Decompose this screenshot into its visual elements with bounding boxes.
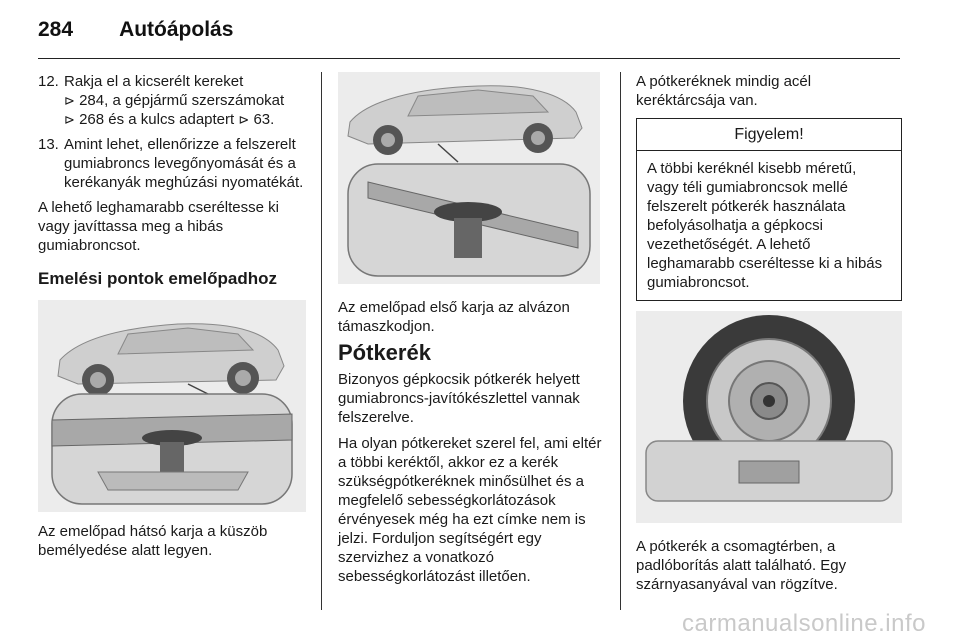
column-1 <box>38 72 306 567</box>
page-ref-arrow-icon[interactable]: ⊳ <box>64 112 75 127</box>
list-number: 12. <box>38 73 59 90</box>
column-3 <box>636 72 902 601</box>
page-number: 284 <box>38 18 74 41</box>
watermark: carmanualsonline.info <box>682 610 926 637</box>
page-ref-arrow-icon[interactable]: ⊳ <box>64 93 75 108</box>
column-2 <box>338 72 606 593</box>
text-fragment: 284, a gépjármű szerszámokat <box>79 92 285 109</box>
figure-caption: Az emelőpad hátsó karja a küszöb bemélyedése alatt legyen. <box>38 523 268 559</box>
text-fragment: 63. <box>253 111 275 128</box>
warning-text: A többi keréknél kisebb méretű, vagy téli gumiabroncsok mellé felszerelt pótkerék használata befolyásolhatja a gépkocsi vezethetőségét. A lehető leghamarabb cseréltesse ki a hibás gumiabroncsot. <box>647 160 883 291</box>
figure-caption: Az emelőpad első karja az alvázon támaszkodjon. <box>338 299 570 335</box>
section-heading: Emelési pontok emelőpadhoz <box>38 269 277 288</box>
spare-wheel-illustration <box>636 311 902 523</box>
warning-box <box>636 118 902 301</box>
car-lift-rear-icon <box>38 300 306 512</box>
paragraph: A pótkeréknek mindig acél keréktárcsája van. <box>636 73 812 109</box>
page-header <box>38 18 233 42</box>
section-heading: Pótkerék <box>338 340 431 365</box>
header-rule <box>38 58 900 59</box>
front-lift-point-illustration <box>338 72 600 284</box>
car-lift-front-icon <box>338 72 600 284</box>
column-divider-2 <box>620 72 621 610</box>
rear-lift-point-illustration <box>38 300 306 512</box>
paragraph: Bizonyos gépkocsik pótkerék helyett gumiabroncs-javítókészlettel vannak felszerelve. <box>338 371 580 426</box>
page-ref-arrow-icon[interactable]: ⊳ <box>238 112 250 127</box>
paragraph: Ha olyan pótkereket szerel fel, ami eltér a többi keréktől, akkor ez a kerék szükségpótkeréknek minősülhet és a megfelelő sebességkorlátozások érvényesek még ha ezt címke nem is jelzi. Forduljon segítségért egy szervizhez a vonatkozó sebességkorlátozást illetően. <box>338 435 602 585</box>
text-fragment: Rakja el a kicserélt kereket <box>64 73 244 90</box>
warning-title: Figyelem! <box>637 119 901 151</box>
paragraph: A lehető leghamarabb cseréltesse ki vagy javíttassa meg a hibás gumiabroncsot. <box>38 199 279 254</box>
spare-wheel-icon <box>636 311 902 523</box>
list-number: 13. <box>38 136 59 153</box>
figure-caption: A pótkerék a csomagtérben, a padlóborítás alatt található. Egy szárnyasanyával van rögzítve. <box>636 538 847 593</box>
list-text: Amint lehet, ellenőrizze a felszerelt gumiabroncs levegőnyomását és a kerékanyák meghúzási nyomatékát. <box>64 136 304 191</box>
text-fragment: 268 és a kulcs adaptert <box>79 111 235 128</box>
list-item-12 <box>38 72 306 129</box>
list-item-13 <box>38 135 306 192</box>
section-title: Autóápolás <box>119 18 234 41</box>
list-text <box>64 72 306 129</box>
column-divider-1 <box>321 72 322 610</box>
